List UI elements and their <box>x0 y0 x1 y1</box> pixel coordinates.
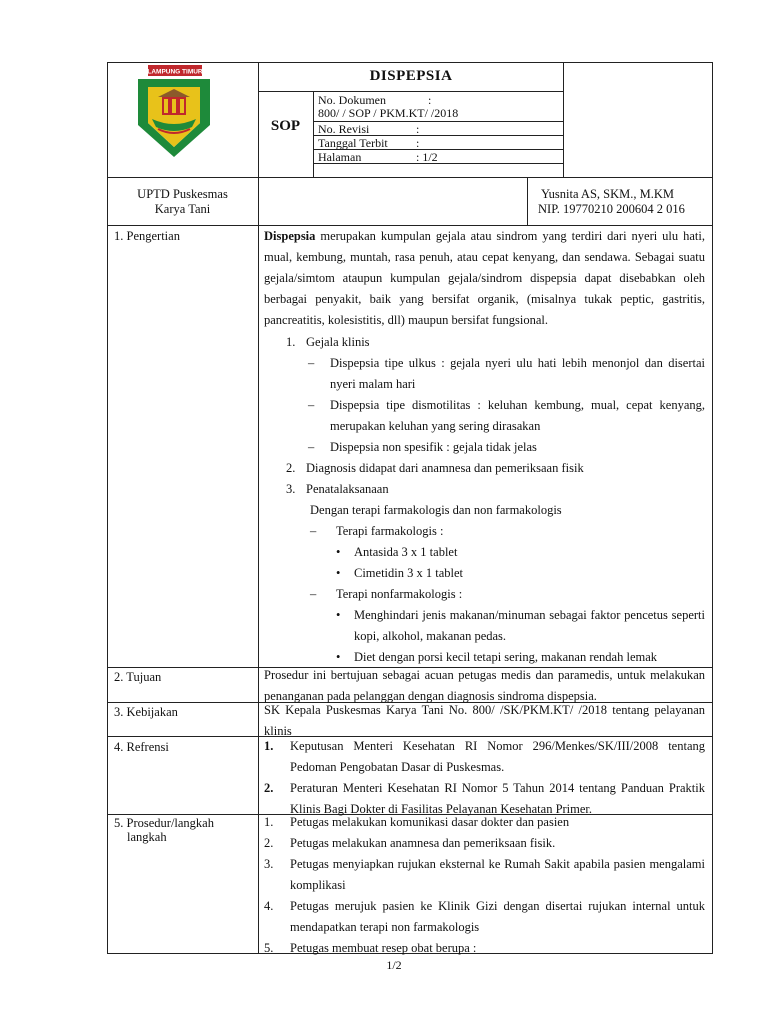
document-title: DISPEPSIA <box>369 68 453 84</box>
list-subitem <box>308 437 705 458</box>
header-bottom-line <box>107 177 713 178</box>
procedure-step <box>264 833 705 854</box>
pengertian-definition: merupakan kumpulan gejala atau sindrom yang terdiri dari nyeri ulu hati, mual, kembung, muntah, rasa penuh, atau cepat kenyang, dan sendawa. Sebagai suatu gejala/simtom ataupun kumpulan gejala/sindrom dispepsia dapat disebabkan oleh berbagai penyakit, baik yang bersifat organik, (misalnya tukak peptic, gastritis, pancreatitis, kolesistitis, dll) maupun bersifat fungsional. <box>264 229 705 327</box>
header-sop-divider <box>313 91 314 177</box>
field-halaman-label: Halaman <box>318 150 362 164</box>
step-number: 1. <box>264 815 274 829</box>
section-content-prosedur <box>264 812 705 959</box>
section-column-divider <box>258 225 259 954</box>
section-content-refrensi <box>264 736 705 820</box>
field-halaman-value: : 1/2 <box>416 150 438 164</box>
field-no-dokumen-value: : <box>428 93 432 107</box>
bullet-marker: • <box>336 608 341 622</box>
header-title-line <box>258 91 564 92</box>
prosedur-label-line1: 5. Prosedur/langkah <box>114 816 214 830</box>
step-text: Petugas menyiapkan rujukan eksternal ke Rumah Sakit apabila pasien mengalami komplikasi <box>290 857 705 892</box>
bullet-text: Cimetidin 3 x 1 tablet <box>354 566 464 580</box>
list-subitem-text: Dispepsia tipe ulkus : gejala nyeri ulu hati lebih menonjol dan disertai nyeri malam hari <box>330 356 705 391</box>
step-text: Petugas merujuk pasien ke Klinik Gizi dengan disertai rujukan internal untuk mendapatkan terapi non farmakologis <box>290 899 705 934</box>
bullet-text: Menghindari jenis makanan/minuman sebagai faktor pencetus seperti kopi, alkohol, makanan pedas. <box>354 608 705 643</box>
org-name-line2: Karya Tani <box>154 202 211 216</box>
list-number: 1. <box>286 335 296 349</box>
bullet-marker: • <box>336 545 341 559</box>
list-item <box>286 458 705 479</box>
section-content-pengertian <box>264 226 705 668</box>
org-name-line1: UPTD Puskesmas <box>137 187 228 201</box>
field-tanggal-terbit-label: Tanggal Terbit <box>318 136 388 150</box>
list-number: 3. <box>286 482 296 496</box>
org-divider-2 <box>527 177 528 225</box>
reference-number: 2. <box>264 781 274 795</box>
dash-marker: – <box>310 587 317 601</box>
step-number: 5. <box>264 941 274 955</box>
step-text: Petugas membuat resep obat berupa : <box>290 941 477 955</box>
reference-item <box>264 736 705 778</box>
page-number: 1/2 <box>386 958 402 972</box>
dash-marker: – <box>308 398 315 412</box>
field-no-revisi-label: No. Revisi <box>318 122 370 136</box>
bullet-marker: • <box>336 650 341 664</box>
section-content-kebijakan: SK Kepala Puskesmas Karya Tani No. 800/ /SK/PKM.KT/ /2018 tentang pelayanan klinis <box>264 703 705 738</box>
reference-text: Keputusan Menteri Kesehatan RI Nomor 296/Menkes/SK/III/2008 tentang Pedoman Pengobatan Dasar di Puskesmas. <box>290 739 705 774</box>
step-text: Petugas melakukan komunikasi dasar dokter dan pasien <box>290 815 570 829</box>
pengertian-intro <box>264 226 705 331</box>
pengertian-term: Dispepsia <box>264 229 316 243</box>
table-border-right <box>712 62 713 954</box>
list-item <box>286 332 705 353</box>
list-subitem-text: Terapi farmakologis : <box>336 524 444 538</box>
signer-name: Yusnita AS, SKM., M.KM <box>541 187 675 201</box>
bullet-text: Diet dengan porsi kecil tetapi sering, makanan rendah lemak <box>354 650 658 664</box>
org-divider-1 <box>258 177 259 225</box>
field-no-dokumen-label: No. Dokumen <box>318 93 386 107</box>
bullet-item <box>336 563 705 584</box>
dash-marker: – <box>310 524 317 538</box>
field-no-revisi-value: : <box>416 122 420 136</box>
procedure-step <box>264 938 705 959</box>
list-item-title: Penatalaksanaan <box>306 482 389 496</box>
field-document-number: 800/ / SOP / PKM.KT/ /2018 <box>318 106 459 120</box>
field-tanggal-terbit-value: : <box>416 136 420 150</box>
list-subitem <box>310 584 705 605</box>
section-label-kebijakan: 3. Kebijakan <box>114 705 178 719</box>
reference-number: 1. <box>264 739 274 753</box>
section-content-tujuan: Prosedur ini bertujuan sebagai acuan petugas medis dan paramedis, untuk melakukan penanganan pada pelanggan dengan diagnosis sindroma dispepsia. <box>264 668 705 703</box>
bullet-marker: • <box>336 566 341 580</box>
bullet-text: Antasida 3 x 1 tablet <box>354 545 458 559</box>
list-subitem <box>308 353 705 395</box>
procedure-step <box>264 854 705 896</box>
bullet-item <box>336 605 705 647</box>
svg-text:LAMPUNG TIMUR: LAMPUNG TIMUR <box>147 68 203 76</box>
list-subitem-text: Dispepsia tipe dismotilitas : keluhan kembung, mual, cepat kenyang, merupakan keluhan yang sering dirasakan <box>330 398 705 433</box>
list-item-title: Diagnosis didapat dari anamnesa dan pemeriksaan fisik <box>306 461 584 475</box>
bullet-item <box>336 542 705 563</box>
reference-text: Peraturan Menteri Kesehatan RI Nomor 5 Tahun 2014 tentang Panduan Praktik Klinis Bagi Dokter di Fasilitas Pelayanan Kesehatan Primer. <box>290 781 705 816</box>
list-item-title: Gejala klinis <box>306 335 370 349</box>
list-subitem <box>310 521 705 542</box>
prosedur-label-line2: langkah <box>127 830 167 844</box>
procedure-step <box>264 896 705 938</box>
sop-label: SOP <box>270 118 301 134</box>
list-number: 2. <box>286 461 296 475</box>
section-label-prosedur <box>114 816 254 844</box>
section-label-pengertian: 1. Pengertian <box>114 229 180 243</box>
list-item <box>286 479 705 500</box>
dash-marker: – <box>308 356 315 370</box>
step-number: 2. <box>264 836 274 850</box>
lampung-timur-logo <box>134 63 214 159</box>
section-label-tujuan: 2. Tujuan <box>114 670 162 684</box>
list-subitem-text: Terapi nonfarmakologis : <box>336 587 463 601</box>
step-number: 4. <box>264 899 274 913</box>
list-subitem-text: Dispepsia non spesifik : gejala tidak jelas <box>330 440 537 454</box>
step-number: 3. <box>264 857 274 871</box>
list-item-description: Dengan terapi farmakologis dan non farmakologis <box>310 503 562 517</box>
dash-marker: – <box>308 440 315 454</box>
list-subitem <box>308 395 705 437</box>
procedure-step <box>264 812 705 833</box>
signer-nip: NIP. 19770210 200604 2 016 <box>538 202 685 216</box>
step-text: Petugas melakukan anamnesa dan pemeriksaan fisik. <box>290 836 556 850</box>
section-label-refrensi: 4. Refrensi <box>114 740 169 754</box>
